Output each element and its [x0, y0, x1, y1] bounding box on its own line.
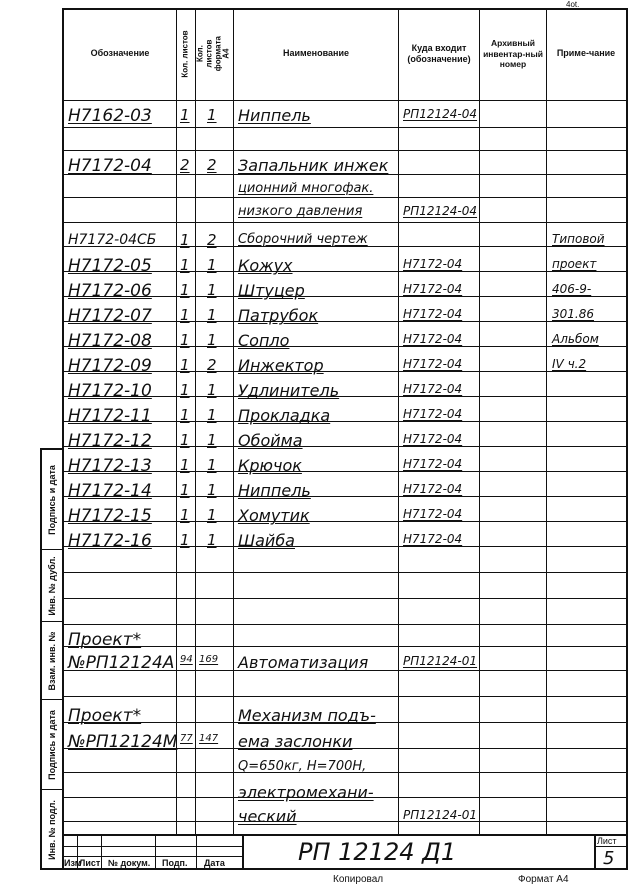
- row-qty-format: 2: [207, 356, 217, 374]
- row-qty-sheets: 77: [180, 733, 193, 744]
- stamp-label-izm: Изм: [64, 858, 82, 868]
- row-note: IV ч.2: [552, 357, 587, 371]
- row-where-used: Н7172-04: [403, 307, 463, 321]
- row-name: Ниппель: [238, 106, 311, 125]
- row-where-used: Н7172-04: [403, 332, 463, 346]
- row-line: [64, 598, 626, 599]
- row-designation: Н7172-06: [68, 281, 152, 301]
- row-name: Кожух: [238, 256, 293, 275]
- row-name: Обойма: [238, 431, 303, 450]
- row-qty-sheets: 1: [180, 231, 190, 249]
- row-qty-format: 1: [207, 381, 217, 399]
- row-designation: Проект*: [68, 706, 142, 726]
- row-line: [64, 100, 626, 101]
- header-where-used: Куда входит (обозначение): [407, 42, 471, 64]
- row-where-used: Н7172-04: [403, 507, 463, 521]
- row-name: Сопло: [238, 331, 290, 350]
- row-qty-format: 1: [207, 456, 217, 474]
- strip-vzam-inv: Взам. инв. №: [42, 622, 62, 700]
- row-qty-format: 1: [207, 431, 217, 449]
- row-designation: Н7162-03: [68, 106, 152, 126]
- row-line: [64, 646, 626, 647]
- row-designation: Н7172-08: [68, 331, 152, 351]
- row-name: Q=650кг, H=700H,: [238, 759, 367, 774]
- row-qty-sheets: 1: [180, 431, 190, 449]
- row-name: Удлинитель: [238, 381, 340, 400]
- row-line: [64, 624, 626, 625]
- row-where-used: Н7172-04: [403, 482, 463, 496]
- row-where-used: Н7172-04: [403, 407, 463, 421]
- row-designation: №РП12124А: [68, 653, 175, 673]
- sheet-number: 5: [603, 848, 615, 869]
- footer-copied: Копировал: [333, 874, 384, 885]
- strip-signature-date-1: Подпись и дата: [42, 700, 62, 790]
- row-designation: Н7172-16: [68, 531, 152, 551]
- top-mark: 4ot.: [566, 0, 580, 9]
- row-qty-sheets: 2: [180, 156, 190, 174]
- row-qty-format: 1: [207, 531, 217, 549]
- row-qty-sheets: 1: [180, 306, 190, 324]
- stamp-label-doc: № докум.: [108, 858, 151, 868]
- row-where-used: РП12124-04: [403, 107, 478, 121]
- row-qty-format: 1: [207, 506, 217, 524]
- row-qty-format: 1: [207, 406, 217, 424]
- row-designation: Н7172-04СБ: [68, 232, 157, 248]
- row-line: [64, 222, 626, 223]
- row-line: [64, 696, 626, 697]
- row-where-used: РП12124-04: [403, 204, 478, 218]
- row-qty-sheets: 1: [180, 106, 190, 124]
- sheet-label: Лист: [597, 836, 617, 846]
- stamp-label-date: Дата: [204, 858, 225, 868]
- stamp-v3: [155, 834, 156, 870]
- row-designation: №РП12124М: [68, 732, 178, 752]
- row-where-used: Н7172-04: [403, 282, 463, 296]
- row-qty-sheets: 1: [180, 481, 190, 499]
- row-line: [64, 127, 626, 128]
- row-note: проект: [552, 257, 597, 271]
- stamp-v4: [196, 834, 197, 870]
- row-qty-sheets: 94: [180, 654, 193, 665]
- row-qty-format: 1: [207, 306, 217, 324]
- row-designation: Проект*: [68, 630, 142, 650]
- row-name: Патрубок: [238, 306, 319, 325]
- row-qty-sheets: 1: [180, 381, 190, 399]
- stamp-v2: [101, 834, 102, 870]
- row-name: ционний многофак.: [238, 181, 374, 196]
- row-qty-format: 1: [207, 256, 217, 274]
- header-qty-format-label: Кол. листов формата А4: [195, 36, 231, 72]
- row-name: Ниппель: [238, 481, 311, 500]
- row-name: Хомутик: [238, 506, 310, 525]
- strip-inv-podl: Инв. № подл.: [47, 800, 57, 860]
- row-where-used: Н7172-04: [403, 532, 463, 546]
- row-name: Шайба: [238, 531, 295, 550]
- row-where-used: Н7172-04: [403, 257, 463, 271]
- row-note: 406-9-: [552, 282, 592, 296]
- stamp-mid-line-2: [62, 856, 242, 857]
- row-qty-sheets: 1: [180, 356, 190, 374]
- row-line: [64, 572, 626, 573]
- row-where-used: Н7172-04: [403, 382, 463, 396]
- row-name: Автоматизация: [238, 653, 369, 672]
- row-qty-sheets: 1: [180, 506, 190, 524]
- row-qty-format: 1: [207, 331, 217, 349]
- row-designation: Н7172-12: [68, 431, 152, 451]
- header-archive: Архивный инвентар-ный номер: [483, 38, 543, 70]
- row-where-used: РП12124-01: [403, 808, 478, 822]
- left-strip: [40, 448, 62, 870]
- stamp-v6: [594, 834, 596, 870]
- row-name: ческий: [238, 807, 297, 826]
- stamp-mid-line: [62, 846, 242, 847]
- row-name: ема заслонки: [238, 732, 353, 751]
- header-note: Приме-чание: [556, 48, 616, 59]
- row-designation: Н7172-13: [68, 456, 152, 476]
- row-note: 301.86: [552, 307, 594, 321]
- row-qty-sheets: 1: [180, 281, 190, 299]
- row-name: Инжектор: [238, 356, 324, 375]
- row-designation: Н7172-09: [68, 356, 152, 376]
- row-qty-format: 1: [207, 281, 217, 299]
- row-line: [64, 821, 626, 822]
- row-name: Штуцер: [238, 281, 305, 300]
- strip-signature-date-2: Подпись и дата: [42, 450, 62, 550]
- footer-format: Формат А4: [518, 874, 569, 885]
- row-designation: Н7172-04: [68, 156, 152, 176]
- row-name: Прокладка: [238, 406, 331, 425]
- row-where-used: Н7172-04: [403, 357, 463, 371]
- row-qty-format: 169: [199, 654, 219, 665]
- row-qty-format: 2: [207, 156, 217, 174]
- stamp-sheet-line: [594, 846, 628, 847]
- row-where-used: Н7172-04: [403, 457, 463, 471]
- stamp-label-list: Лист: [79, 858, 101, 868]
- row-where-used: РП12124-01: [403, 654, 478, 668]
- row-qty-sheets: 1: [180, 256, 190, 274]
- row-designation: Н7172-05: [68, 256, 152, 276]
- strip-inv-dubl: Инв. № дубл.: [42, 550, 62, 622]
- row-line: [64, 150, 626, 151]
- row-line: [64, 197, 626, 198]
- stamp-label-sign: Подп.: [162, 858, 188, 868]
- row-name: электромехани-: [238, 783, 374, 802]
- row-designation: Н7172-07: [68, 306, 152, 326]
- stamp-top-line: [62, 834, 628, 836]
- row-name: Механизм подъ-: [238, 706, 376, 725]
- header-qty-sheets: [177, 8, 195, 100]
- document-number: РП 12124 Д1: [298, 838, 457, 866]
- row-note: Типовой: [552, 232, 605, 246]
- row-qty-format: 1: [207, 106, 217, 124]
- row-note: Альбом: [552, 332, 599, 346]
- row-designation: Н7172-14: [68, 481, 152, 501]
- row-qty-format: 1: [207, 481, 217, 499]
- header-qty-sheets-label: Кол. листов: [181, 30, 191, 78]
- row-qty-sheets: 1: [180, 456, 190, 474]
- row-qty-sheets: 1: [180, 406, 190, 424]
- row-name: Сборочний чертеж: [238, 232, 368, 247]
- header-designation: Обозначение: [90, 48, 150, 59]
- row-designation: Н7172-10: [68, 381, 152, 401]
- stamp-v5: [242, 834, 244, 870]
- row-qty-sheets: 1: [180, 331, 190, 349]
- row-qty-format: 2: [207, 231, 217, 249]
- row-where-used: Н7172-04: [403, 432, 463, 446]
- row-designation: Н7172-15: [68, 506, 152, 526]
- row-qty-sheets: 1: [180, 531, 190, 549]
- row-name: низкого давления: [238, 204, 363, 219]
- row-qty-format: 147: [199, 733, 219, 744]
- row-name: Запальник инжек: [238, 156, 389, 175]
- row-designation: Н7172-11: [68, 406, 152, 426]
- row-name: Крючок: [238, 456, 302, 475]
- header-name: Наименование: [282, 48, 350, 59]
- header-qty-format: [196, 8, 232, 100]
